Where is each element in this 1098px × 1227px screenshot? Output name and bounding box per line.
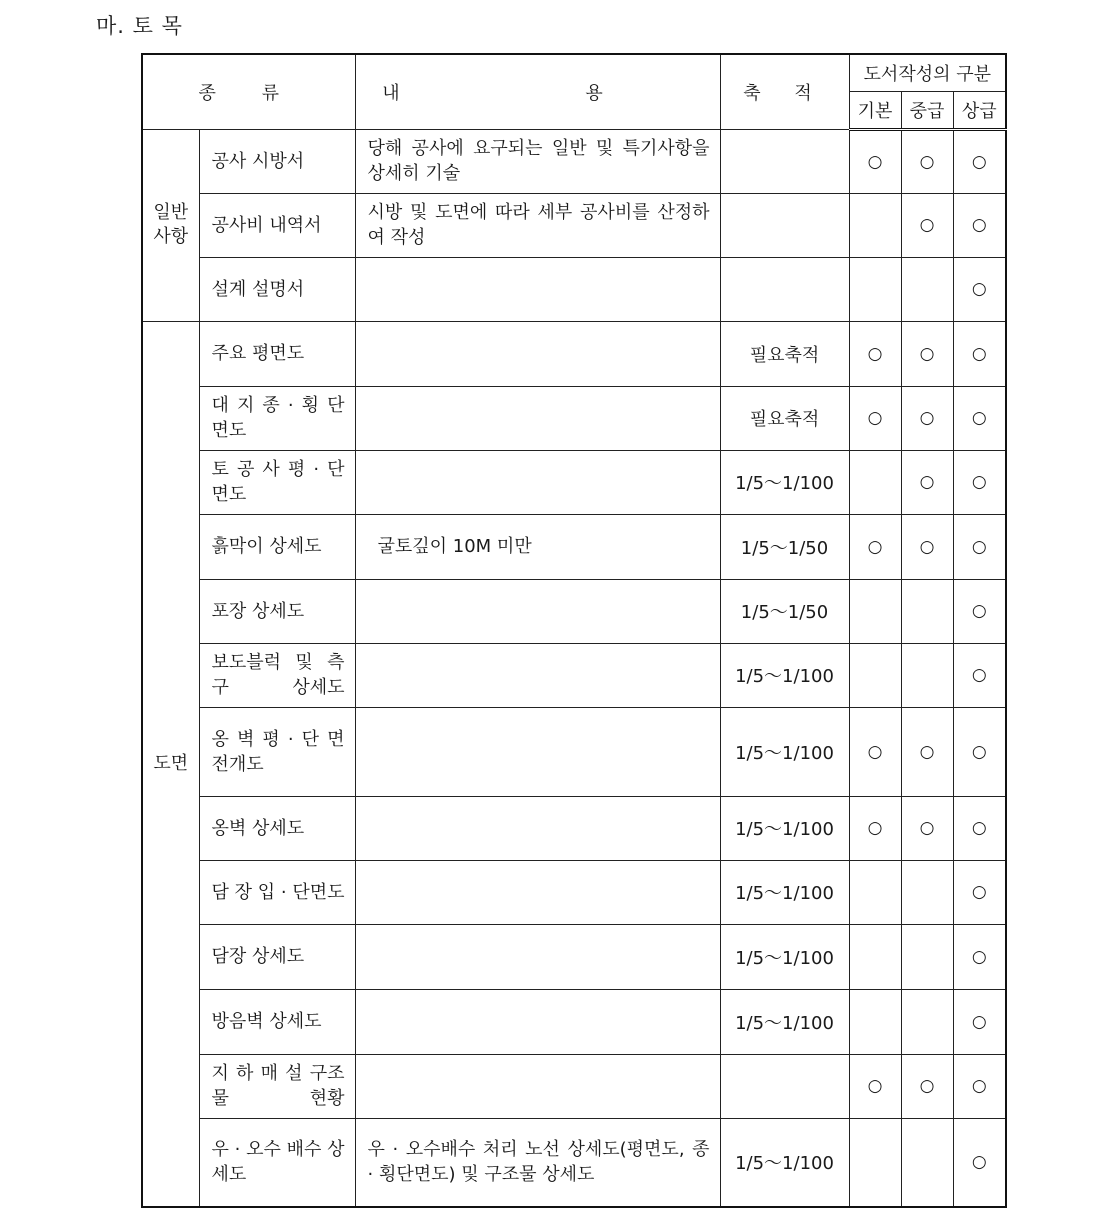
mark-mid: ○ bbox=[901, 707, 953, 796]
mark-high: ○ bbox=[953, 707, 1006, 796]
mark-high: ○ bbox=[953, 924, 1006, 989]
row-content bbox=[355, 989, 720, 1054]
row-name: 보도블럭 및 측구 상세도 bbox=[199, 643, 355, 707]
mark-basic bbox=[849, 450, 901, 514]
table-row bbox=[142, 450, 1006, 514]
mark-high: ○ bbox=[953, 514, 1006, 579]
row-scale: 1/5～1/100 bbox=[720, 989, 849, 1054]
drawing-spec-table bbox=[141, 53, 1007, 1208]
row-scale: 1/5～1/50 bbox=[720, 514, 849, 579]
mark-basic bbox=[849, 1118, 901, 1207]
row-name: 주요 평면도 bbox=[199, 321, 355, 386]
row-scale: 1/5～1/100 bbox=[720, 796, 849, 860]
row-content bbox=[355, 257, 720, 321]
mark-high: ○ bbox=[953, 129, 1006, 193]
table-row bbox=[142, 386, 1006, 450]
mark-basic: ○ bbox=[849, 796, 901, 860]
table-row bbox=[142, 796, 1006, 860]
mark-basic: ○ bbox=[849, 321, 901, 386]
row-content bbox=[355, 796, 720, 860]
row-scale bbox=[720, 1054, 849, 1118]
row-scale bbox=[720, 129, 849, 193]
mark-high: ○ bbox=[953, 321, 1006, 386]
mark-high: ○ bbox=[953, 386, 1006, 450]
table-row bbox=[142, 129, 1006, 193]
mark-mid bbox=[901, 257, 953, 321]
mark-basic bbox=[849, 860, 901, 924]
table-row bbox=[142, 321, 1006, 386]
row-content bbox=[355, 860, 720, 924]
mark-mid: ○ bbox=[901, 796, 953, 860]
mark-mid: ○ bbox=[901, 514, 953, 579]
row-scale: 1/5～1/100 bbox=[720, 1118, 849, 1207]
table-row bbox=[142, 643, 1006, 707]
row-content bbox=[355, 924, 720, 989]
mark-high: ○ bbox=[953, 1118, 1006, 1207]
mark-basic bbox=[849, 924, 901, 989]
row-name: 토 공 사 평 · 단면도 bbox=[199, 450, 355, 514]
table-row bbox=[142, 1118, 1006, 1207]
group-general: 일반 사항 bbox=[142, 129, 199, 321]
row-name: 포장 상세도 bbox=[199, 579, 355, 643]
mark-mid bbox=[901, 989, 953, 1054]
row-name: 담 장 입 · 단면도 bbox=[199, 860, 355, 924]
mark-basic bbox=[849, 989, 901, 1054]
header-category: 종 류 bbox=[142, 54, 355, 129]
row-content bbox=[355, 707, 720, 796]
mark-high: ○ bbox=[953, 643, 1006, 707]
row-content bbox=[355, 643, 720, 707]
row-scale: 1/5～1/100 bbox=[720, 643, 849, 707]
row-content bbox=[355, 1054, 720, 1118]
row-name: 흙막이 상세도 bbox=[199, 514, 355, 579]
row-scale bbox=[720, 193, 849, 257]
header-grade-basic: 기본 bbox=[849, 91, 901, 129]
row-name: 설계 설명서 bbox=[199, 257, 355, 321]
mark-basic: ○ bbox=[849, 386, 901, 450]
row-name: 방음벽 상세도 bbox=[199, 989, 355, 1054]
mark-basic bbox=[849, 643, 901, 707]
mark-basic bbox=[849, 257, 901, 321]
mark-mid: ○ bbox=[901, 321, 953, 386]
row-content: 우 · 오수배수 처리 노선 상세도(평면도, 종 · 횡단면도) 및 구조물 상세도 bbox=[355, 1118, 720, 1207]
section-title: 마. 토 목 bbox=[96, 14, 183, 38]
mark-basic: ○ bbox=[849, 129, 901, 193]
row-name: 담장 상세도 bbox=[199, 924, 355, 989]
table-row bbox=[142, 1054, 1006, 1118]
row-content: 당해 공사에 요구되는 일반 및 특기사항을 상세히 기술 bbox=[355, 129, 720, 193]
mark-basic: ○ bbox=[849, 707, 901, 796]
row-name: 공사 시방서 bbox=[199, 129, 355, 193]
mark-high: ○ bbox=[953, 989, 1006, 1054]
mark-high: ○ bbox=[953, 796, 1006, 860]
mark-high: ○ bbox=[953, 193, 1006, 257]
row-name: 대 지 종 · 횡 단면도 bbox=[199, 386, 355, 450]
header-grade-high: 상급 bbox=[953, 91, 1006, 129]
table-row bbox=[142, 257, 1006, 321]
mark-mid bbox=[901, 924, 953, 989]
mark-mid bbox=[901, 1118, 953, 1207]
row-content: 굴토깊이 10M 미만 bbox=[355, 514, 720, 579]
group-drawing: 도면 bbox=[142, 321, 199, 1207]
mark-mid: ○ bbox=[901, 450, 953, 514]
row-scale: 필요축적 bbox=[720, 321, 849, 386]
mark-mid: ○ bbox=[901, 386, 953, 450]
mark-mid: ○ bbox=[901, 193, 953, 257]
mark-basic: ○ bbox=[849, 514, 901, 579]
header-grade-group: 도서작성의 구분 bbox=[849, 54, 1006, 91]
row-scale: 1/5～1/100 bbox=[720, 924, 849, 989]
table-row bbox=[142, 514, 1006, 579]
table-row bbox=[142, 989, 1006, 1054]
mark-high: ○ bbox=[953, 1054, 1006, 1118]
row-name: 옹 벽 평 · 단 면 전개도 bbox=[199, 707, 355, 796]
row-content bbox=[355, 579, 720, 643]
row-scale bbox=[720, 257, 849, 321]
row-name: 우 · 오수 배수 상세도 bbox=[199, 1118, 355, 1207]
mark-high: ○ bbox=[953, 860, 1006, 924]
mark-high: ○ bbox=[953, 450, 1006, 514]
row-scale: 필요축적 bbox=[720, 386, 849, 450]
header-content: 내 용 bbox=[355, 54, 720, 129]
mark-mid: ○ bbox=[901, 129, 953, 193]
header-grade-mid: 중급 bbox=[901, 91, 953, 129]
mark-high: ○ bbox=[953, 579, 1006, 643]
row-scale: 1/5～1/100 bbox=[720, 450, 849, 514]
table-row bbox=[142, 707, 1006, 796]
row-scale: 1/5～1/100 bbox=[720, 707, 849, 796]
mark-mid bbox=[901, 643, 953, 707]
row-content bbox=[355, 321, 720, 386]
row-name: 지 하 매 설 구조물 현황 bbox=[199, 1054, 355, 1118]
mark-basic bbox=[849, 193, 901, 257]
mark-basic bbox=[849, 579, 901, 643]
mark-mid bbox=[901, 579, 953, 643]
row-content bbox=[355, 386, 720, 450]
table-row bbox=[142, 924, 1006, 989]
table-row bbox=[142, 193, 1006, 257]
row-content: 시방 및 도면에 따라 세부 공사비를 산정하여 작성 bbox=[355, 193, 720, 257]
row-scale: 1/5～1/50 bbox=[720, 579, 849, 643]
row-scale: 1/5～1/100 bbox=[720, 860, 849, 924]
header-scale: 축 적 bbox=[720, 54, 849, 129]
row-name: 옹벽 상세도 bbox=[199, 796, 355, 860]
row-content bbox=[355, 450, 720, 514]
mark-mid: ○ bbox=[901, 1054, 953, 1118]
mark-mid bbox=[901, 860, 953, 924]
row-name: 공사비 내역서 bbox=[199, 193, 355, 257]
table-row bbox=[142, 579, 1006, 643]
mark-high: ○ bbox=[953, 257, 1006, 321]
mark-basic: ○ bbox=[849, 1054, 901, 1118]
table-row bbox=[142, 860, 1006, 924]
